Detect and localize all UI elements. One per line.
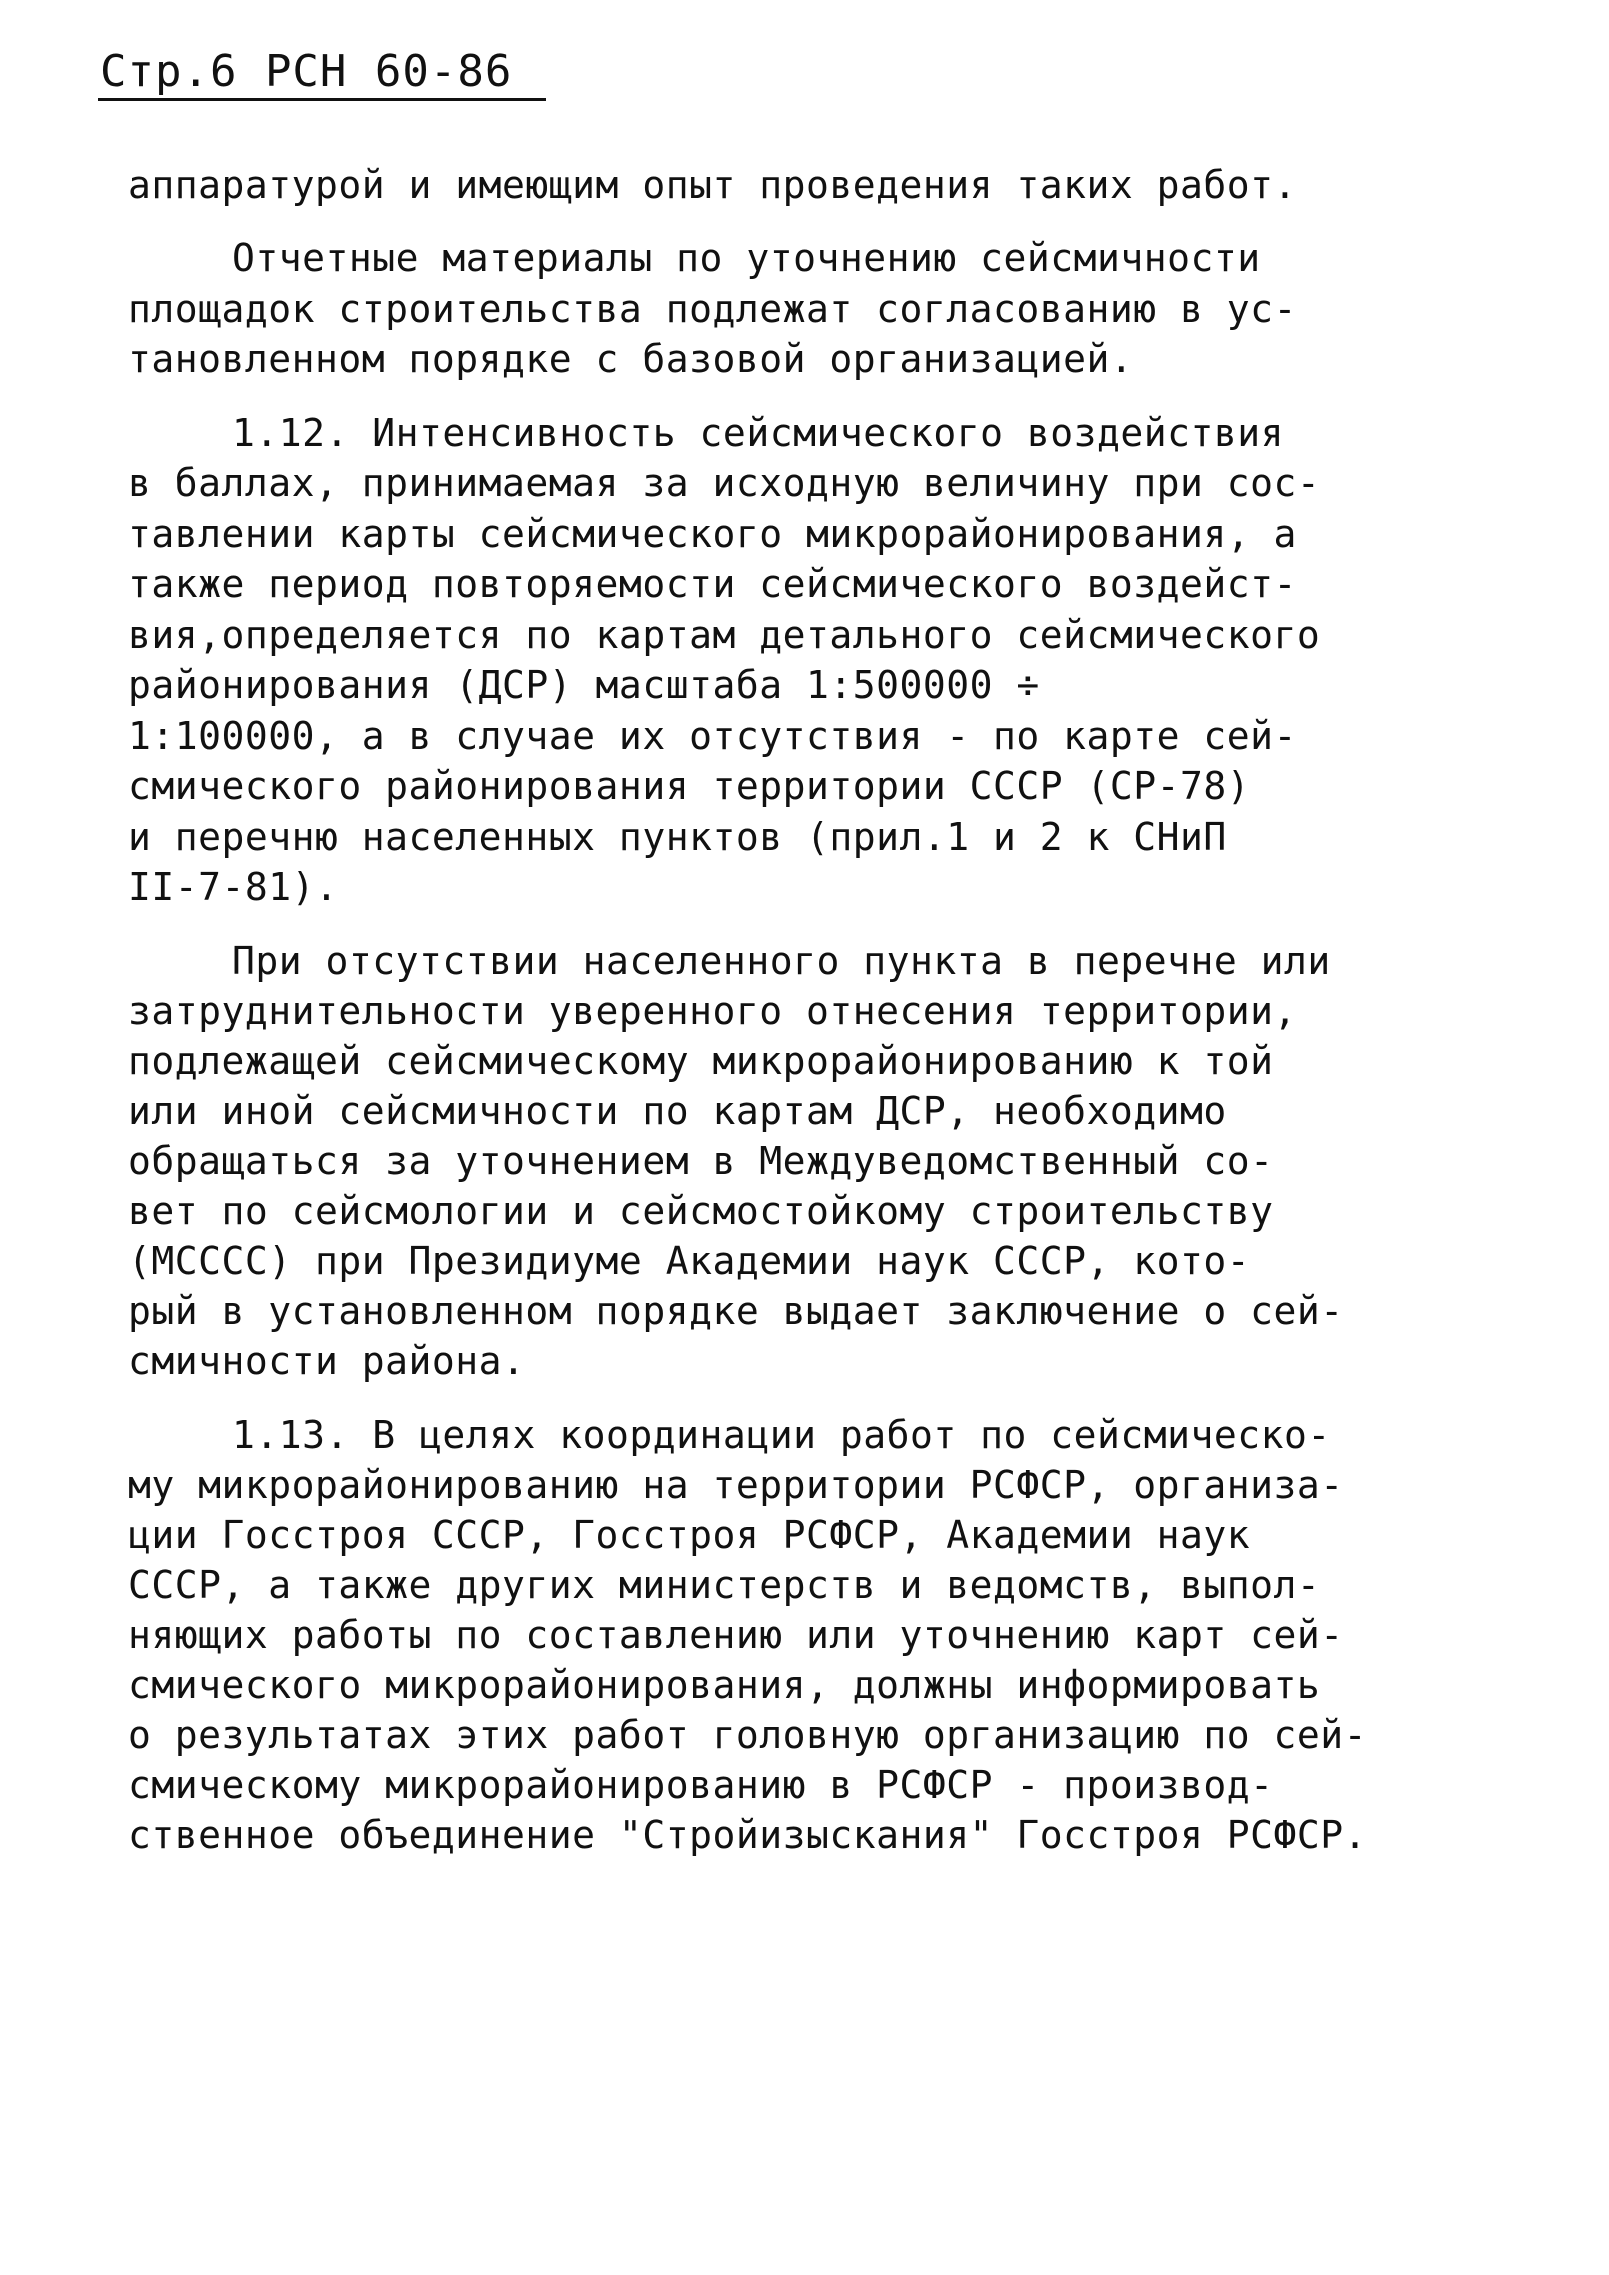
text-line: ственное объединение "Стройизыскания" Госстроя РСФСР. (128, 1813, 1368, 1857)
text-line: (МСССС) при Президиуме Академии наук СССР, кото- (128, 1239, 1251, 1283)
text-line: вия,определяется по картам детального сейсмического (128, 613, 1321, 657)
text-line: тавлении карты сейсмического микрорайонирования, а (128, 512, 1297, 556)
text-line: 1.12. Интенсивность сейсмического воздействия (232, 411, 1285, 455)
text-line: площадок строительства подлежат согласованию в ус- (128, 287, 1297, 331)
text-line: затруднительности уверенного отнесения территории, (128, 989, 1297, 1033)
text-line: районирования (ДСР) масштаба 1:500000 ÷ (128, 663, 1040, 707)
text-line: СССР, а также других министерств и ведомств, выпол- (128, 1563, 1321, 1607)
text-line: в баллах, принимаемая за исходную величину при сос- (128, 461, 1321, 505)
text-line: Отчетные материалы по уточнению сейсмичности (232, 236, 1261, 280)
text-line: 1.13. В целях координации работ по сейсмическо- (232, 1413, 1331, 1457)
text-line: аппаратурой и имеющим опыт проведения таких работ. (128, 163, 1297, 207)
text-line: подлежащей сейсмическому микрорайонированию к той (128, 1039, 1274, 1083)
text-line: му микрорайонированию на территории РСФСР, организа- (128, 1463, 1344, 1507)
text-line: смического микрорайонирования, должны информировать (128, 1663, 1321, 1707)
text-line: обращаться за уточнением в Междуведомственный со- (128, 1139, 1274, 1183)
text-line: смичности района. (128, 1339, 526, 1383)
text-line: рый в установленном порядке выдает заключение о сей- (128, 1289, 1344, 1333)
text-line: вет по сейсмологии и сейсмостойкому строительству (128, 1189, 1274, 1233)
text-line: и перечню населенных пунктов (прил.1 и 2 к СНиП (128, 815, 1227, 859)
text-line: тановленном порядке с базовой организацией. (128, 337, 1134, 381)
page-header: Стр.6 РСН 60-86 (100, 46, 513, 97)
text-line: II-7-81). (128, 865, 339, 909)
text-line: или иной сейсмичности по картам ДСР, необходимо (128, 1089, 1227, 1133)
text-line: При отсутствии населенного пункта в перечне или (232, 939, 1331, 983)
text-line: няющих работы по составлению или уточнению карт сей- (128, 1613, 1344, 1657)
text-line: также период повторяемости сейсмического воздейст- (128, 562, 1297, 606)
text-line: смического районирования территории СССР (СР-78) (128, 764, 1251, 808)
text-line: о результатах этих работ головную организацию по сей- (128, 1713, 1368, 1757)
text-line: смическому микрорайонированию в РСФСР - производ- (128, 1763, 1274, 1807)
text-line: ции Госстроя СССР, Госстроя РСФСР, Академии наук (128, 1513, 1251, 1557)
text-line: 1:100000, а в случае их отсутствия - по карте сей- (128, 714, 1297, 758)
header-underline (98, 98, 546, 101)
